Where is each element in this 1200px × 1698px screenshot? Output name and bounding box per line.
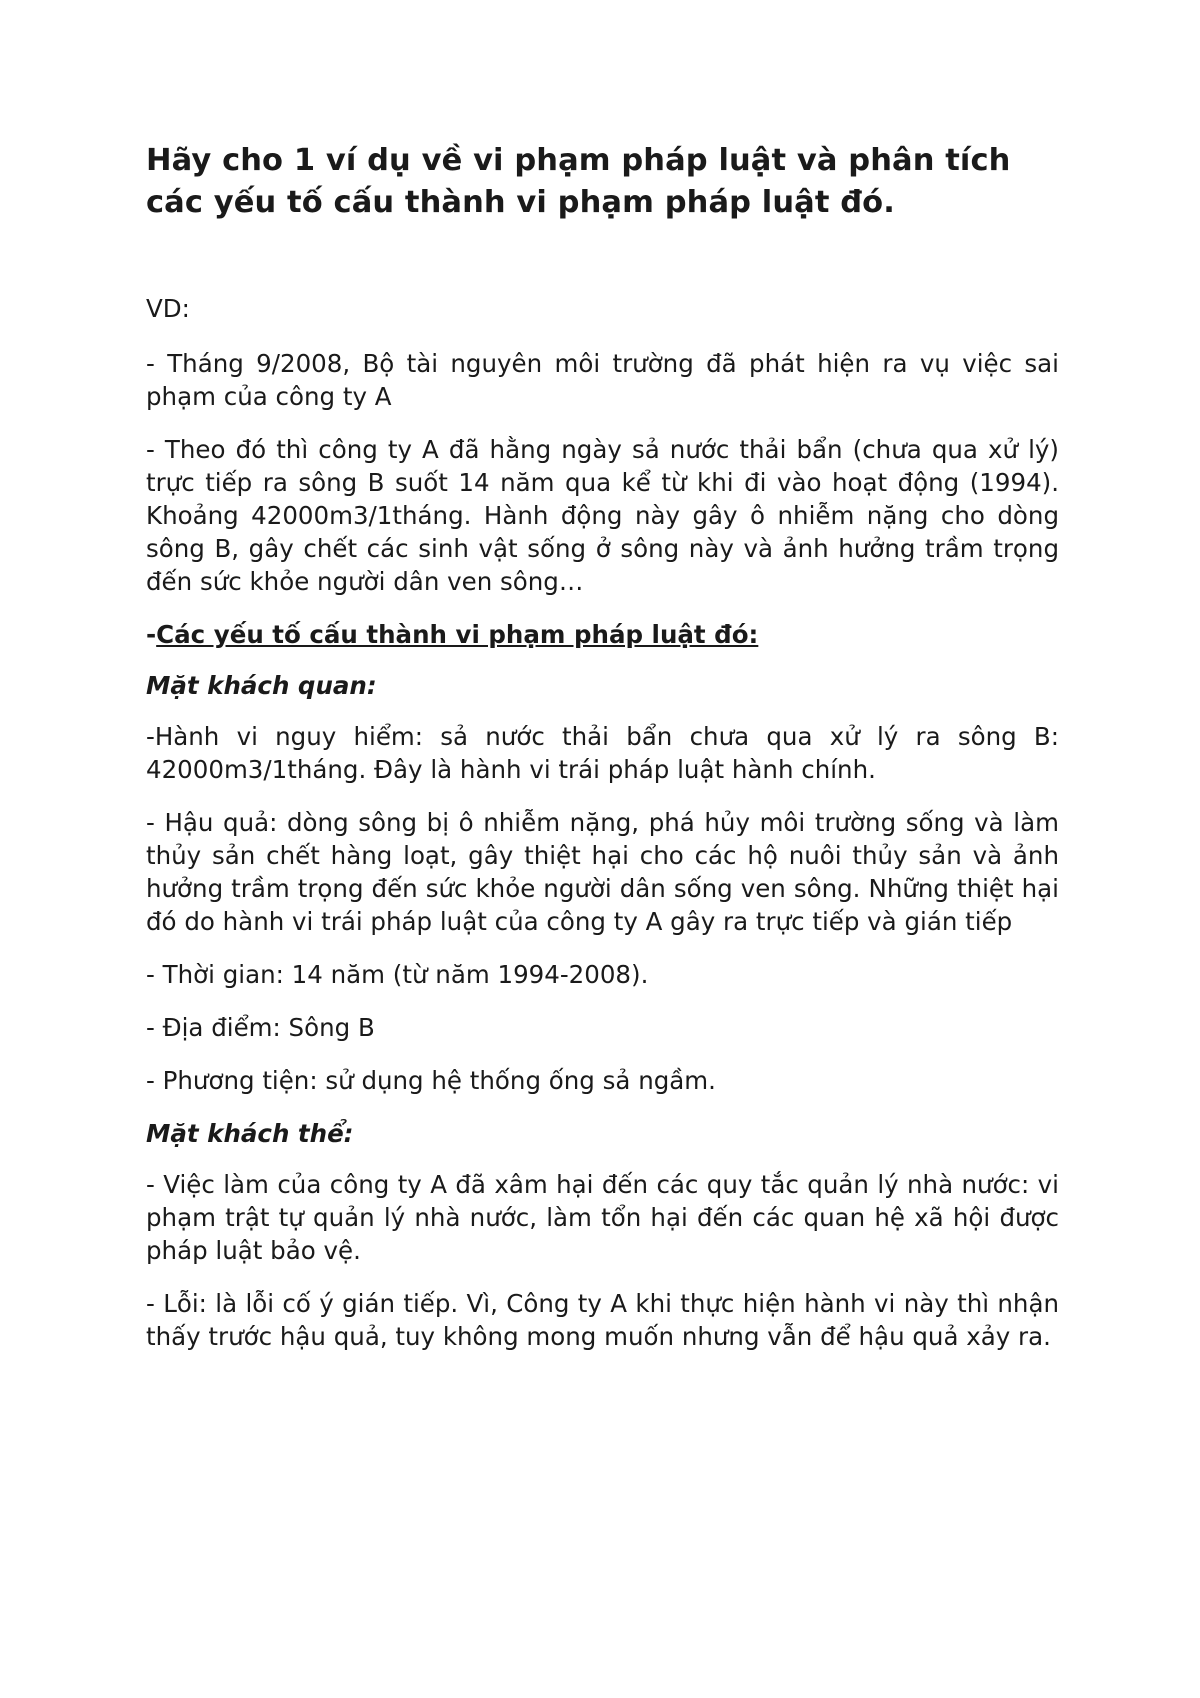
section-heading-prefix: - (146, 620, 157, 649)
example-paragraph-1: - Tháng 9/2008, Bộ tài nguyên môi trường đã phát hiện ra vụ việc sai phạm của công ty A (146, 349, 1059, 411)
document-page (146, 140, 1059, 1373)
object-side-heading: Mặt khách thể: (146, 1119, 354, 1148)
objective-paragraph-1: -Hành vi nguy hiểm: sả nước thải bẩn chưa qua xử lý ra sông B: 42000m3/1tháng. Đây là hành vi trái pháp luật hành chính. (146, 722, 1059, 784)
example-paragraph-2: - Theo đó thì công ty A đã hằng ngày sả nước thải bẩn (chưa qua xử lý) trực tiếp ra sông B suốt 14 năm qua kể từ khi đi vào hoạt động (1994). Khoảng 42000m3/1tháng. Hành động này gây ô nhiễm nặng cho dòng sông B, gây chết các sinh vật sống ở sông này và ảnh hưởng trầm trọng đến sức khỏe người dân ven sông… (146, 435, 1059, 596)
section-heading (146, 618, 1059, 651)
objective-paragraph-3: - Thời gian: 14 năm (từ năm 1994-2008). (146, 960, 649, 989)
object-paragraph-2: - Lỗi: là lỗi cố ý gián tiếp. Vì, Công ty A khi thực hiện hành vi này thì nhận thấy trước hậu quả, tuy không mong muốn nhưng vẫn để hậu quả xảy ra. (146, 1289, 1059, 1351)
objective-side-heading: Mặt khách quan: (146, 671, 377, 700)
example-label: VD: (146, 294, 190, 323)
objective-paragraph-5: - Phương tiện: sử dụng hệ thống ống sả ngầm. (146, 1066, 716, 1095)
document-title: Hãy cho 1 ví dụ về vi phạm pháp luật và phân tích các yếu tố cấu thành vi phạm pháp luật đó. (146, 143, 1011, 220)
section-heading-text: Các yếu tố cấu thành vi phạm pháp luật đó: (156, 620, 759, 649)
objective-paragraph-2: - Hậu quả: dòng sông bị ô nhiễm nặng, phá hủy môi trường sống và làm thủy sản chết hàng loạt, gây thiệt hại cho các hộ nuôi thủy sản và ảnh hưởng trầm trọng đến sức khỏe người dân sống ven sông. Những thiệt hại đó do hành vi trái pháp luật của công ty A gây ra trực tiếp và gián tiếp (146, 808, 1059, 936)
object-paragraph-1: - Việc làm của công ty A đã xâm hại đến các quy tắc quản lý nhà nước: vi phạm trật tự quản lý nhà nước, làm tổn hại đến các quan hệ xã hội được pháp luật bảo vệ. (146, 1170, 1059, 1265)
objective-paragraph-4: - Địa điểm: Sông B (146, 1013, 375, 1042)
